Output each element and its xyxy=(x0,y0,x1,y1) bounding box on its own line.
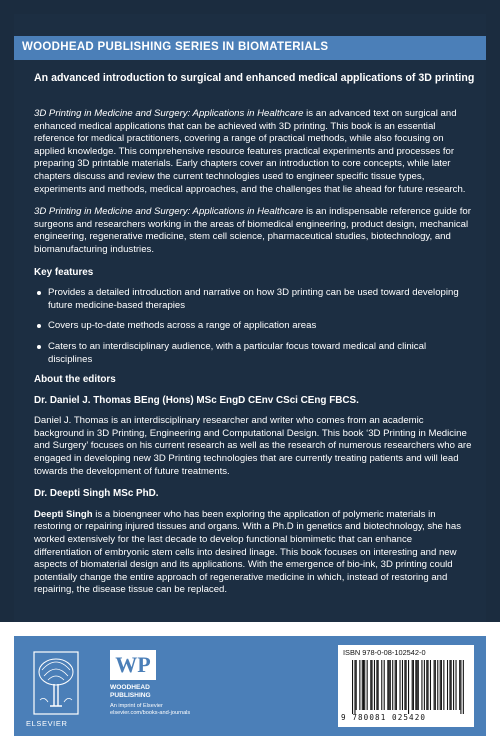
woodhead-logo: WP xyxy=(110,650,156,680)
editors-heading: About the editors xyxy=(34,374,116,386)
paragraph-1-text: is an advanced text on surgical and enhanced medical applications that can be achieved with 3D printing. This book is an essential reference for medical practitioners, covering a range of practical methods, while also focusing on applied knowledge. This comprehensive resource features practical experiments and processes for preparing 3D printable materials. Early chapters cover an introduction to core concepts, while later chapters discuss and review the current technologies used to engineer specific tissue types, experiments and methods, medical approaches, and the challenges that lie ahead for future research. xyxy=(34,108,466,195)
key-features-heading: Key features xyxy=(34,266,94,278)
description-paragraph-1 xyxy=(34,108,472,196)
list-item: Provides a detailed introduction and narrative on how 3D printing can be used toward developing future medicine-based therapies xyxy=(34,287,472,312)
list-item: Caters to an interdisciplinary audience, with a particular focus toward medical and clinical disciplines xyxy=(34,341,472,366)
editor-2-bio-text: is a bioengneer who has been exploring the application of polymeric materials in restoring or repairing injured tissues and organs. With a Ph.D in genetics and biotechnology, she has worked extensively for the last decade to develop functional biomimetic that can enhance differentiation of embryonic stem cells into desired linage. This book focuses on interesting and new aspects of biomaterial design and its applications. With the emergence of bio-ink, 3D printing could potentially change the entire approach of regenerative medicine in which, instead of restoring and repairing, the disease tissue can be replaced. xyxy=(34,508,461,596)
barcode-digits: 9 780081 025420 xyxy=(341,713,427,722)
paragraph-2-text: is an indispensable reference guide for surgeons and researchers working in the areas of biomedical engineering, product design, mechanical engineering, regenerative medicine, stem cell science, pharmaceutical studies, biotechnology, and biomanufacturing industries. xyxy=(34,206,471,255)
editor-2-name: Dr. Deepti Singh MSc PhD. xyxy=(34,488,159,500)
imprint-line-1: An imprint of Elsevier xyxy=(110,703,163,709)
woodhead-name-line-1: WOODHEAD xyxy=(110,684,150,691)
imprint-url: elsevier.com/books-and-journals xyxy=(110,709,191,716)
editor-1-bio: Daniel J. Thomas is an interdisciplinary researcher and writer who comes from an academic background in 3D Printing, Engineering and Computational Design. This book ‘3D Printing in Medicine and Surgery’ focuses on his current research as well as the research of numerous researchers who are engaged in developing new 3D Printing technologies that are currently treating patients and will lead towards the development of future treatments. xyxy=(34,415,472,477)
key-features-list xyxy=(34,287,472,366)
description-paragraph-2 xyxy=(34,206,472,256)
book-title-italic: 3D Printing in Medicine and Surgery: Applications in Healthcare xyxy=(34,206,304,218)
series-title: WOODHEAD PUBLISHING SERIES IN BIOMATERIALS xyxy=(22,41,329,53)
woodhead-name-line-2: PUBLISHING xyxy=(110,691,151,699)
elsevier-wordmark: ELSEVIER xyxy=(26,719,68,728)
book-title-italic: 3D Printing in Medicine and Surgery: Applications in Healthcare xyxy=(34,108,304,119)
barcode xyxy=(352,660,464,714)
woodhead-name xyxy=(110,684,151,699)
editor-2-bio xyxy=(34,509,472,597)
elsevier-tree-logo xyxy=(32,650,80,720)
description xyxy=(34,108,472,607)
list-item: Covers up-to-date methods across a range of application areas xyxy=(34,320,472,333)
tagline: An advanced introduction to surgical and enhanced medical applications of 3D printing xyxy=(34,72,475,84)
editor-1-name: Dr. Daniel J. Thomas BEng (Hons) MSc EngD CEnv CSci CEng FBCS. xyxy=(34,394,359,406)
editor-2-first-name: Deepti Singh xyxy=(34,508,93,520)
isbn-label: ISBN 978-0-08-102542-0 xyxy=(343,648,426,657)
imprint-text xyxy=(110,703,190,716)
